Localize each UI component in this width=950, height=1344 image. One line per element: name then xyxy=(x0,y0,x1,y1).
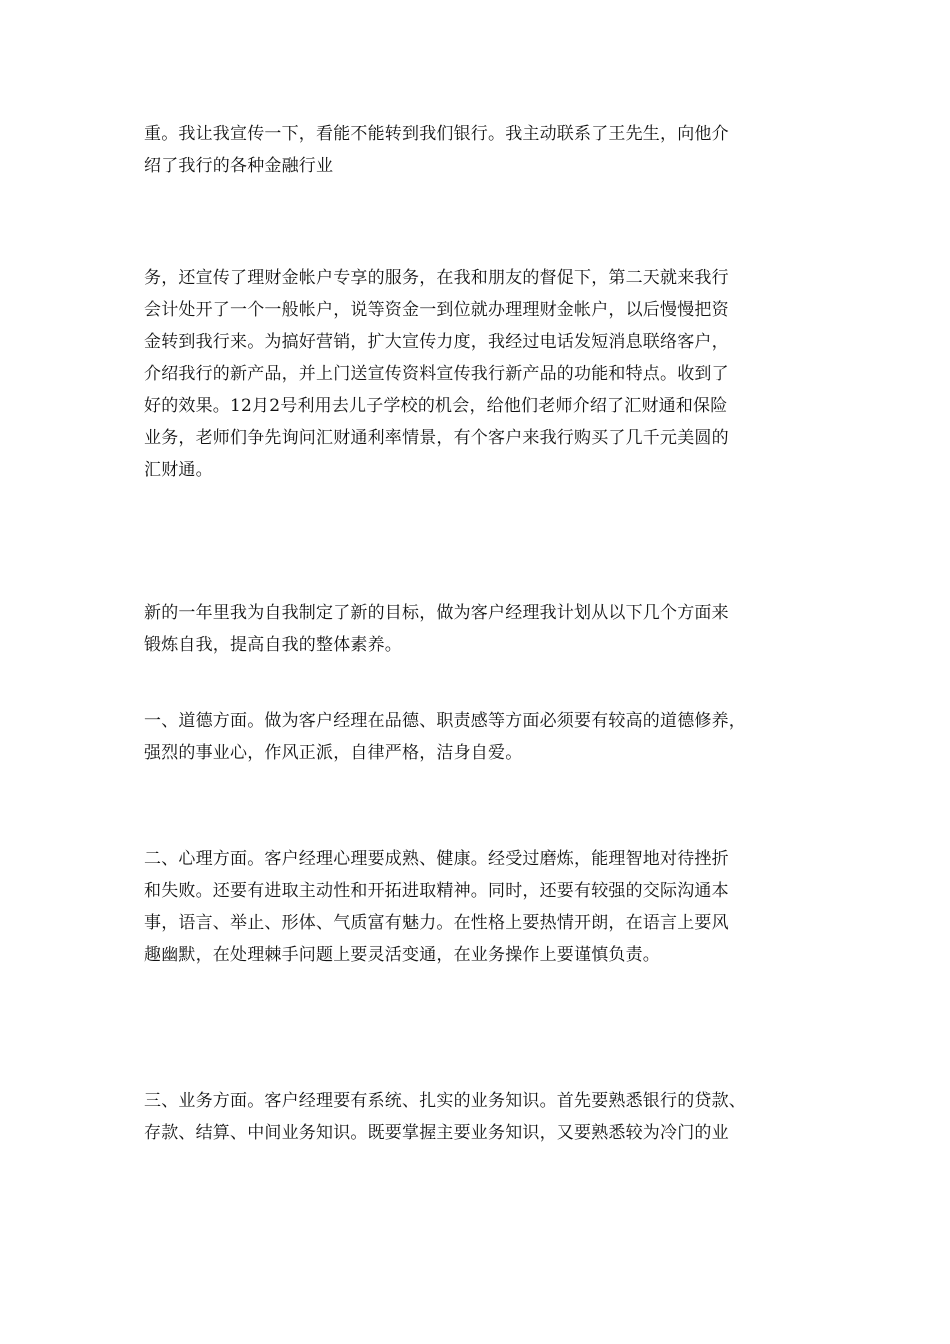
paragraph-new-year-goals xyxy=(144,597,809,661)
text-line: 好的效果。12月2号利用去儿子学校的机会，给他们老师介绍了汇财通和保险 xyxy=(144,396,728,416)
paragraph-psychological-aspect xyxy=(144,843,809,971)
paragraph-marketing xyxy=(144,262,809,486)
text-line: 三、业务方面。客户经理要有系统、扎实的业务知识。首先要熟悉银行的贷款、 xyxy=(144,1091,746,1111)
text-line: 强烈的事业心，作风正派，自律严格，洁身自爱。 xyxy=(144,743,523,763)
text-line: 锻炼自我，提高自我的整体素养。 xyxy=(144,635,402,655)
text-line: 和失败。还要有进取主动性和开拓进取精神。同时，还要有较强的交际沟通本 xyxy=(144,881,729,901)
text-line: 存款、结算、中间业务知识。既要掌握主要业务知识，又要熟悉较为冷门的业 xyxy=(144,1123,729,1143)
text-line: 二、心理方面。客户经理心理要成熟、健康。经受过磨炼，能理智地对待挫折 xyxy=(144,849,729,869)
text-line: 金转到我行来。为搞好营销，扩大宣传力度，我经过电话发短消息联络客户， xyxy=(144,332,729,352)
text-line: 新的一年里我为自我制定了新的目标，做为客户经理我计划从以下几个方面来 xyxy=(144,603,729,623)
paragraph-intro-continued xyxy=(144,118,809,182)
text-line: 务，还宣传了理财金帐户专享的服务，在我和朋友的督促下，第二天就来我行 xyxy=(144,268,729,288)
text-line: 趣幽默，在处理棘手问题上要灵活变通，在业务操作上要谨慎负责。 xyxy=(144,945,660,965)
paragraph-moral-aspect xyxy=(144,705,809,769)
text-line: 汇财通。 xyxy=(144,460,213,480)
paragraph-business-aspect xyxy=(144,1085,809,1149)
text-line: 事，语言、举止、形体、气质富有魅力。在性格上要热情开朗，在语言上要风 xyxy=(144,913,729,933)
text-line: 会计处开了一个一般帐户，说等资金一到位就办理理财金帐户，以后慢慢把资 xyxy=(144,300,729,320)
text-line: 介绍我行的新产品，并上门送宣传资料宣传我行新产品的功能和特点。收到了 xyxy=(144,364,729,384)
text-line: 绍了我行的各种金融行业 xyxy=(144,156,334,176)
text-line: 业务，老师们争先询问汇财通利率情景，有个客户来我行购买了几千元美圆的 xyxy=(144,428,729,448)
text-line: 重。我让我宣传一下，看能不能转到我们银行。我主动联系了王先生，向他介 xyxy=(144,124,729,144)
text-line: 一、道德方面。做为客户经理在品德、职责感等方面必须要有较高的道德修养， xyxy=(144,711,746,731)
